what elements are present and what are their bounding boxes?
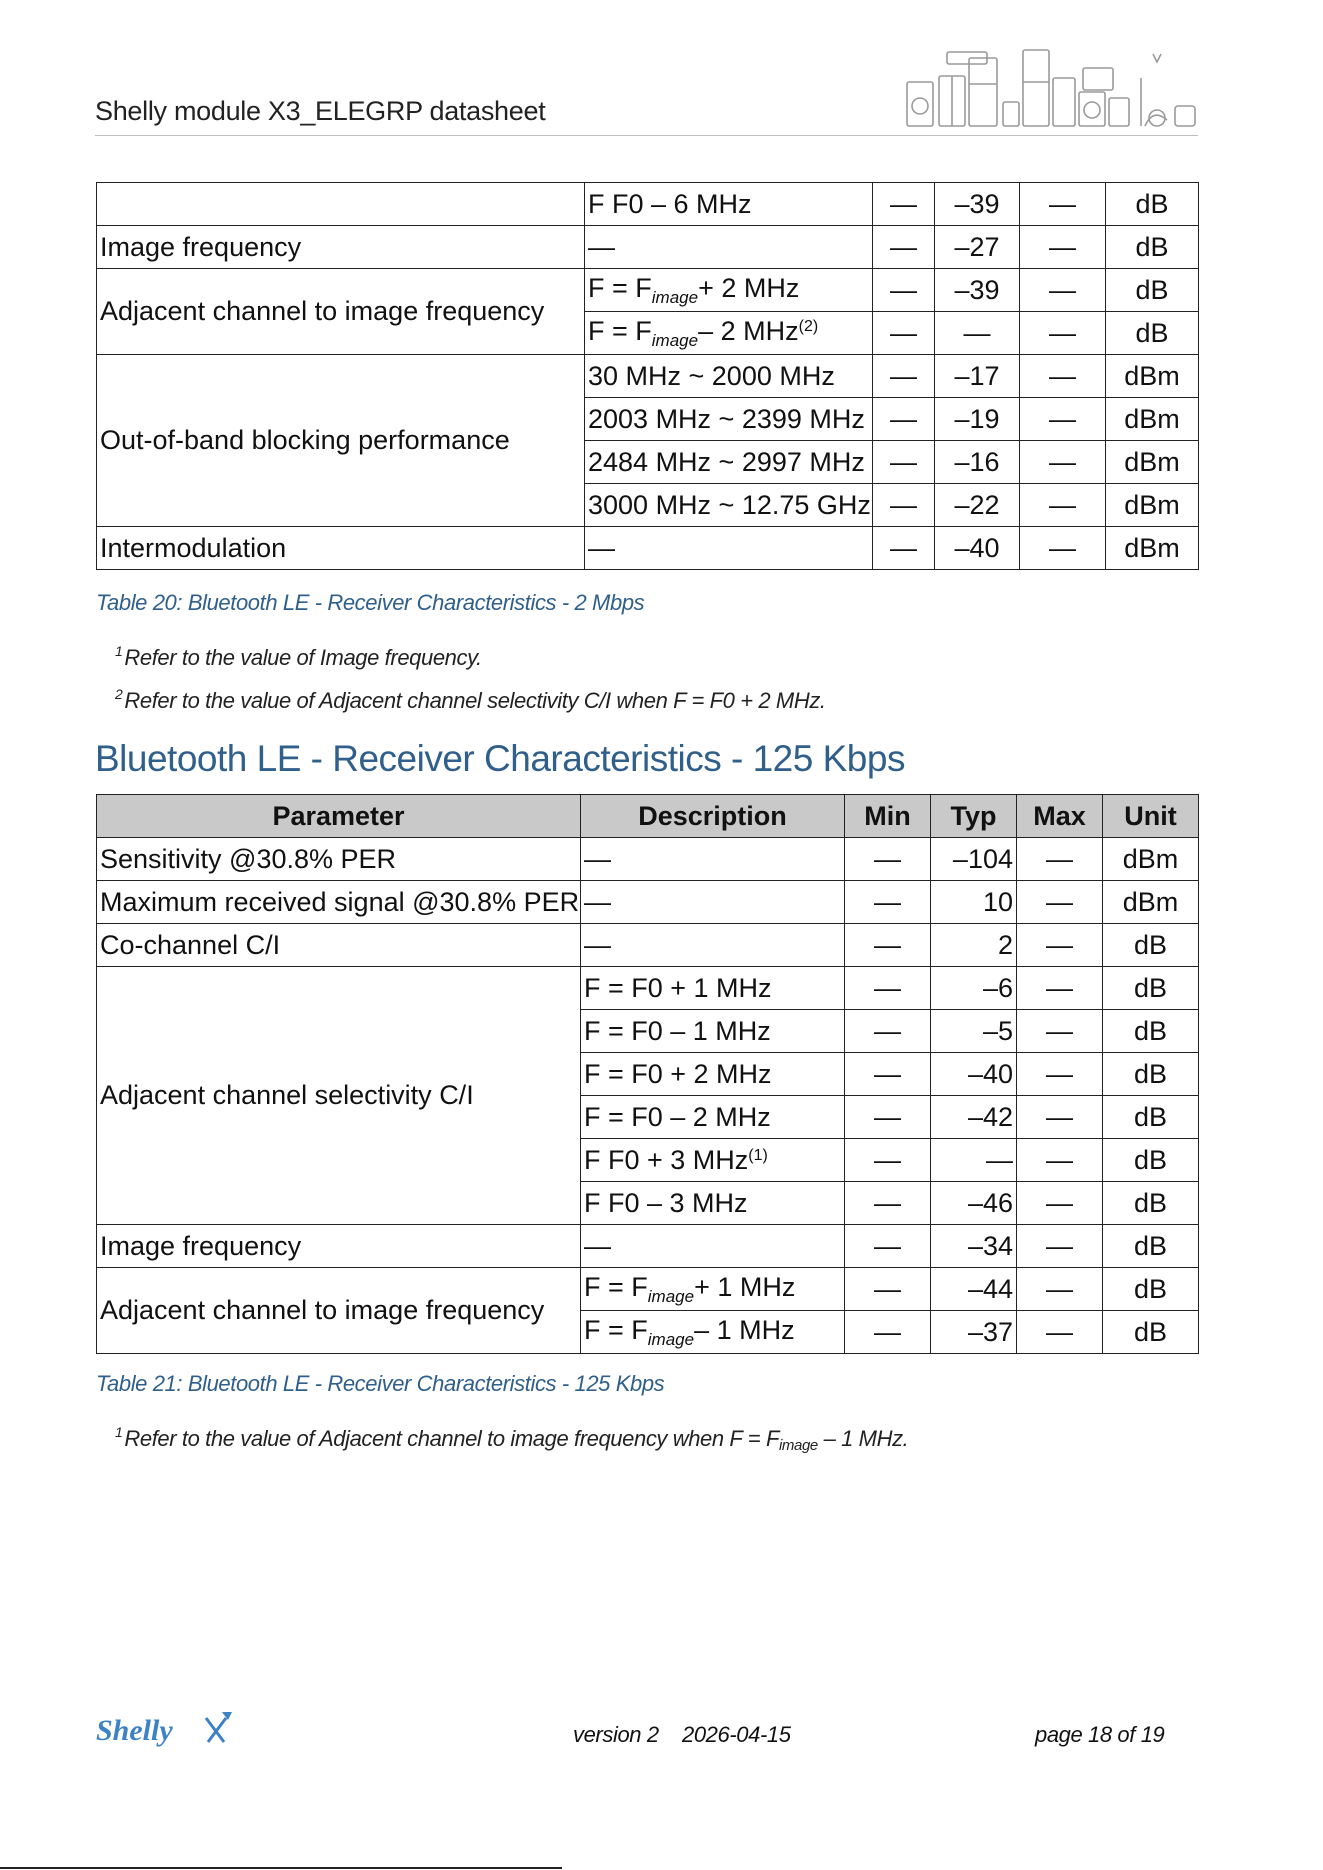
- max-cell: —: [1017, 924, 1103, 967]
- table-21: [96, 794, 1199, 1354]
- max-cell: —: [1017, 1225, 1103, 1268]
- footnote-text-post: – 1 MHz.: [817, 1426, 909, 1451]
- param-cell: Adjacent channel to image frequency: [97, 1268, 581, 1354]
- desc-text: 30 MHz ~ 2000 MHz: [588, 360, 835, 391]
- min-cell: —: [873, 226, 935, 269]
- unit-cell: dB: [1106, 312, 1199, 355]
- max-cell: —: [1020, 312, 1106, 355]
- min-cell: —: [845, 1268, 931, 1311]
- typ-cell: –22: [935, 484, 1020, 527]
- table-20-caption: Table 20: Bluetooth LE - Receiver Characteristics - 2 Mbps: [96, 590, 645, 615]
- min-cell: —: [845, 1225, 931, 1268]
- typ-cell: 10: [931, 881, 1017, 924]
- desc-cell: [581, 924, 845, 967]
- footnote-mark: 1: [115, 643, 123, 659]
- desc-text: 3000 MHz ~ 12.75 GHz: [588, 489, 871, 520]
- typ-cell: –46: [931, 1182, 1017, 1225]
- min-cell: —: [845, 1096, 931, 1139]
- desc-cell: [581, 1268, 845, 1311]
- unit-cell: dBm: [1106, 441, 1199, 484]
- max-cell: —: [1017, 967, 1103, 1010]
- desc-text: F F0 + 3 MHz: [584, 1144, 749, 1175]
- desc-cell: [581, 1311, 845, 1354]
- min-cell: —: [873, 527, 935, 570]
- param-cell: Co-channel C/I: [97, 924, 581, 967]
- max-cell: —: [1017, 1182, 1103, 1225]
- desc-cell: [581, 1010, 845, 1053]
- max-cell: —: [1020, 527, 1106, 570]
- table-header-row: [97, 795, 1199, 838]
- unit-cell: dB: [1103, 1096, 1199, 1139]
- unit-cell: dB: [1103, 1311, 1199, 1354]
- unit-cell: dB: [1103, 1225, 1199, 1268]
- max-cell: —: [1020, 269, 1106, 312]
- max-cell: —: [1017, 1139, 1103, 1182]
- param-cell: [97, 183, 585, 226]
- header-rule: [95, 135, 1198, 136]
- desc-subscript: image: [651, 287, 699, 307]
- min-cell: —: [845, 1053, 931, 1096]
- desc-cell: [581, 1182, 845, 1225]
- desc-text: —: [584, 843, 611, 874]
- desc-superscript: (2): [798, 317, 819, 335]
- table-row: [97, 967, 1199, 1010]
- param-cell: Intermodulation: [97, 527, 585, 570]
- param-cell: Image frequency: [97, 226, 585, 269]
- shelly-logo: [94, 1708, 234, 1750]
- footer-version: version 2: [573, 1722, 659, 1747]
- max-cell: —: [1017, 1053, 1103, 1096]
- footnote-1: [115, 1424, 908, 1454]
- typ-cell: —: [935, 312, 1020, 355]
- table-row: [97, 269, 1199, 312]
- min-cell: —: [873, 398, 935, 441]
- desc-text: —: [584, 1230, 611, 1261]
- table-row: [97, 226, 1199, 269]
- desc-text: F = F: [584, 1314, 648, 1345]
- min-cell: —: [873, 484, 935, 527]
- min-cell: —: [873, 355, 935, 398]
- unit-cell: dB: [1103, 1139, 1199, 1182]
- typ-cell: –40: [935, 527, 1020, 570]
- table-row: [97, 881, 1199, 924]
- footnote-text: Refer to the value of Adjacent channel to image frequency when F = F: [124, 1426, 779, 1451]
- desc-subscript: image: [651, 330, 699, 350]
- footnote-subscript: image: [779, 1437, 818, 1454]
- section-heading: Bluetooth LE - Receiver Characteristics - 125 Kbps: [95, 738, 905, 779]
- home-appliances-icon: [905, 48, 1200, 128]
- unit-cell: dB: [1103, 1268, 1199, 1311]
- param-cell: Out-of-band blocking performance: [97, 355, 585, 527]
- min-cell: —: [873, 312, 935, 355]
- table-row: [97, 355, 1199, 398]
- max-cell: —: [1017, 838, 1103, 881]
- desc-cell: [581, 1225, 845, 1268]
- max-cell: —: [1020, 484, 1106, 527]
- unit-cell: dB: [1103, 1010, 1199, 1053]
- footnote-text: Refer to the value of Adjacent channel selectivity C/I when F = F0 + 2 MHz.: [124, 688, 826, 713]
- table-row: [97, 1225, 1199, 1268]
- param-cell: Adjacent channel to image frequency: [97, 269, 585, 355]
- min-cell: —: [845, 1182, 931, 1225]
- typ-cell: –39: [935, 183, 1020, 226]
- desc-text: F = F0 – 2 MHz: [584, 1101, 771, 1132]
- column-header: Description: [581, 795, 845, 838]
- desc-cell: [581, 881, 845, 924]
- desc-text-post: + 2 MHz: [698, 272, 800, 303]
- document-title: Shelly module X3_ELEGRP datasheet: [95, 96, 546, 126]
- desc-cell: [585, 484, 873, 527]
- table-20: [96, 182, 1199, 570]
- min-cell: —: [845, 838, 931, 881]
- desc-text: —: [584, 929, 611, 960]
- footer-page-number: page 18 of 19: [1035, 1722, 1165, 1747]
- bottom-rule: [0, 1867, 562, 1869]
- param-cell: Maximum received signal @30.8% PER: [97, 881, 581, 924]
- max-cell: —: [1020, 226, 1106, 269]
- typ-cell: —: [931, 1139, 1017, 1182]
- typ-cell: –6: [931, 967, 1017, 1010]
- desc-cell: [581, 1139, 845, 1182]
- desc-subscript: image: [647, 1329, 695, 1349]
- unit-cell: dB: [1103, 924, 1199, 967]
- max-cell: —: [1020, 398, 1106, 441]
- unit-cell: dBm: [1106, 527, 1199, 570]
- desc-text: F = F0 + 1 MHz: [584, 972, 772, 1003]
- desc-cell: [585, 398, 873, 441]
- typ-cell: –44: [931, 1268, 1017, 1311]
- typ-cell: –34: [931, 1225, 1017, 1268]
- unit-cell: dBm: [1106, 484, 1199, 527]
- desc-text: —: [588, 231, 615, 262]
- unit-cell: dB: [1103, 967, 1199, 1010]
- unit-cell: dBm: [1103, 881, 1199, 924]
- max-cell: —: [1017, 1311, 1103, 1354]
- unit-cell: dBm: [1103, 838, 1199, 881]
- logo-x-mark: [206, 1718, 226, 1742]
- desc-cell: [581, 1053, 845, 1096]
- max-cell: —: [1017, 1096, 1103, 1139]
- desc-text: F = F0 – 1 MHz: [584, 1015, 771, 1046]
- desc-cell: [585, 441, 873, 484]
- footnote-text: Refer to the value of Image frequency.: [124, 645, 482, 670]
- min-cell: —: [845, 924, 931, 967]
- typ-cell: –42: [931, 1096, 1017, 1139]
- desc-text-post: + 1 MHz: [694, 1271, 796, 1302]
- typ-cell: –27: [935, 226, 1020, 269]
- column-header: Parameter: [97, 795, 581, 838]
- desc-text: 2484 MHz ~ 2997 MHz: [588, 446, 865, 477]
- desc-cell: [585, 226, 873, 269]
- typ-cell: –19: [935, 398, 1020, 441]
- desc-superscript: (1): [748, 1146, 768, 1164]
- unit-cell: dBm: [1106, 398, 1199, 441]
- desc-text: —: [584, 886, 611, 917]
- typ-cell: –16: [935, 441, 1020, 484]
- unit-cell: dB: [1106, 183, 1199, 226]
- unit-cell: dB: [1103, 1182, 1199, 1225]
- desc-cell: [585, 312, 873, 355]
- min-cell: —: [873, 183, 935, 226]
- desc-text: —: [588, 532, 615, 563]
- unit-cell: dB: [1106, 269, 1199, 312]
- desc-text: 2003 MHz ~ 2399 MHz: [588, 403, 865, 434]
- max-cell: —: [1017, 881, 1103, 924]
- typ-cell: –5: [931, 1010, 1017, 1053]
- max-cell: —: [1020, 441, 1106, 484]
- max-cell: —: [1020, 355, 1106, 398]
- table-row: [97, 183, 1199, 226]
- typ-cell: –39: [935, 269, 1020, 312]
- typ-cell: –17: [935, 355, 1020, 398]
- table-row: [97, 527, 1199, 570]
- desc-cell: [581, 967, 845, 1010]
- table-row: [97, 924, 1199, 967]
- column-header: Unit: [1103, 795, 1199, 838]
- desc-text: F = F0 + 2 MHz: [584, 1058, 772, 1089]
- desc-text: F F0 – 3 MHz: [584, 1187, 748, 1218]
- column-header: Typ: [931, 795, 1017, 838]
- min-cell: —: [873, 269, 935, 312]
- min-cell: —: [845, 1139, 931, 1182]
- table-row: [97, 838, 1199, 881]
- typ-cell: 2: [931, 924, 1017, 967]
- desc-text: F = F: [588, 272, 652, 303]
- footnote-2: [115, 686, 826, 714]
- desc-text-post: – 2 MHz: [698, 315, 799, 346]
- max-cell: —: [1020, 183, 1106, 226]
- desc-cell: [585, 183, 873, 226]
- unit-cell: dB: [1106, 226, 1199, 269]
- typ-cell: –104: [931, 838, 1017, 881]
- unit-cell: dBm: [1106, 355, 1199, 398]
- column-header: Max: [1017, 795, 1103, 838]
- desc-cell: [585, 355, 873, 398]
- desc-text-post: – 1 MHz: [694, 1314, 795, 1345]
- footnote-mark: 1: [115, 1424, 123, 1440]
- param-cell: Image frequency: [97, 1225, 581, 1268]
- table-row: [97, 1268, 1199, 1311]
- min-cell: —: [845, 881, 931, 924]
- max-cell: —: [1017, 1010, 1103, 1053]
- min-cell: —: [845, 967, 931, 1010]
- desc-text: F = F: [584, 1271, 648, 1302]
- min-cell: —: [873, 441, 935, 484]
- typ-cell: –40: [931, 1053, 1017, 1096]
- column-header: Min: [845, 795, 931, 838]
- logo-text: Shelly: [96, 1714, 173, 1747]
- desc-cell: [585, 269, 873, 312]
- param-cell: Adjacent channel selectivity C/I: [97, 967, 581, 1225]
- footnote-mark: 2: [115, 686, 123, 702]
- desc-subscript: image: [647, 1286, 695, 1306]
- min-cell: —: [845, 1311, 931, 1354]
- min-cell: —: [845, 1010, 931, 1053]
- desc-cell: [585, 527, 873, 570]
- desc-cell: [581, 838, 845, 881]
- desc-text: F F0 – 6 MHz: [588, 188, 752, 219]
- typ-cell: –37: [931, 1311, 1017, 1354]
- param-cell: Sensitivity @30.8% PER: [97, 838, 581, 881]
- footnote-1: [115, 643, 482, 671]
- desc-cell: [581, 1096, 845, 1139]
- footer-date: 2026-04-15: [682, 1722, 791, 1747]
- desc-text: F = F: [588, 315, 652, 346]
- unit-cell: dB: [1103, 1053, 1199, 1096]
- max-cell: —: [1017, 1268, 1103, 1311]
- table-21-caption: Table 21: Bluetooth LE - Receiver Characteristics - 125 Kbps: [96, 1371, 665, 1396]
